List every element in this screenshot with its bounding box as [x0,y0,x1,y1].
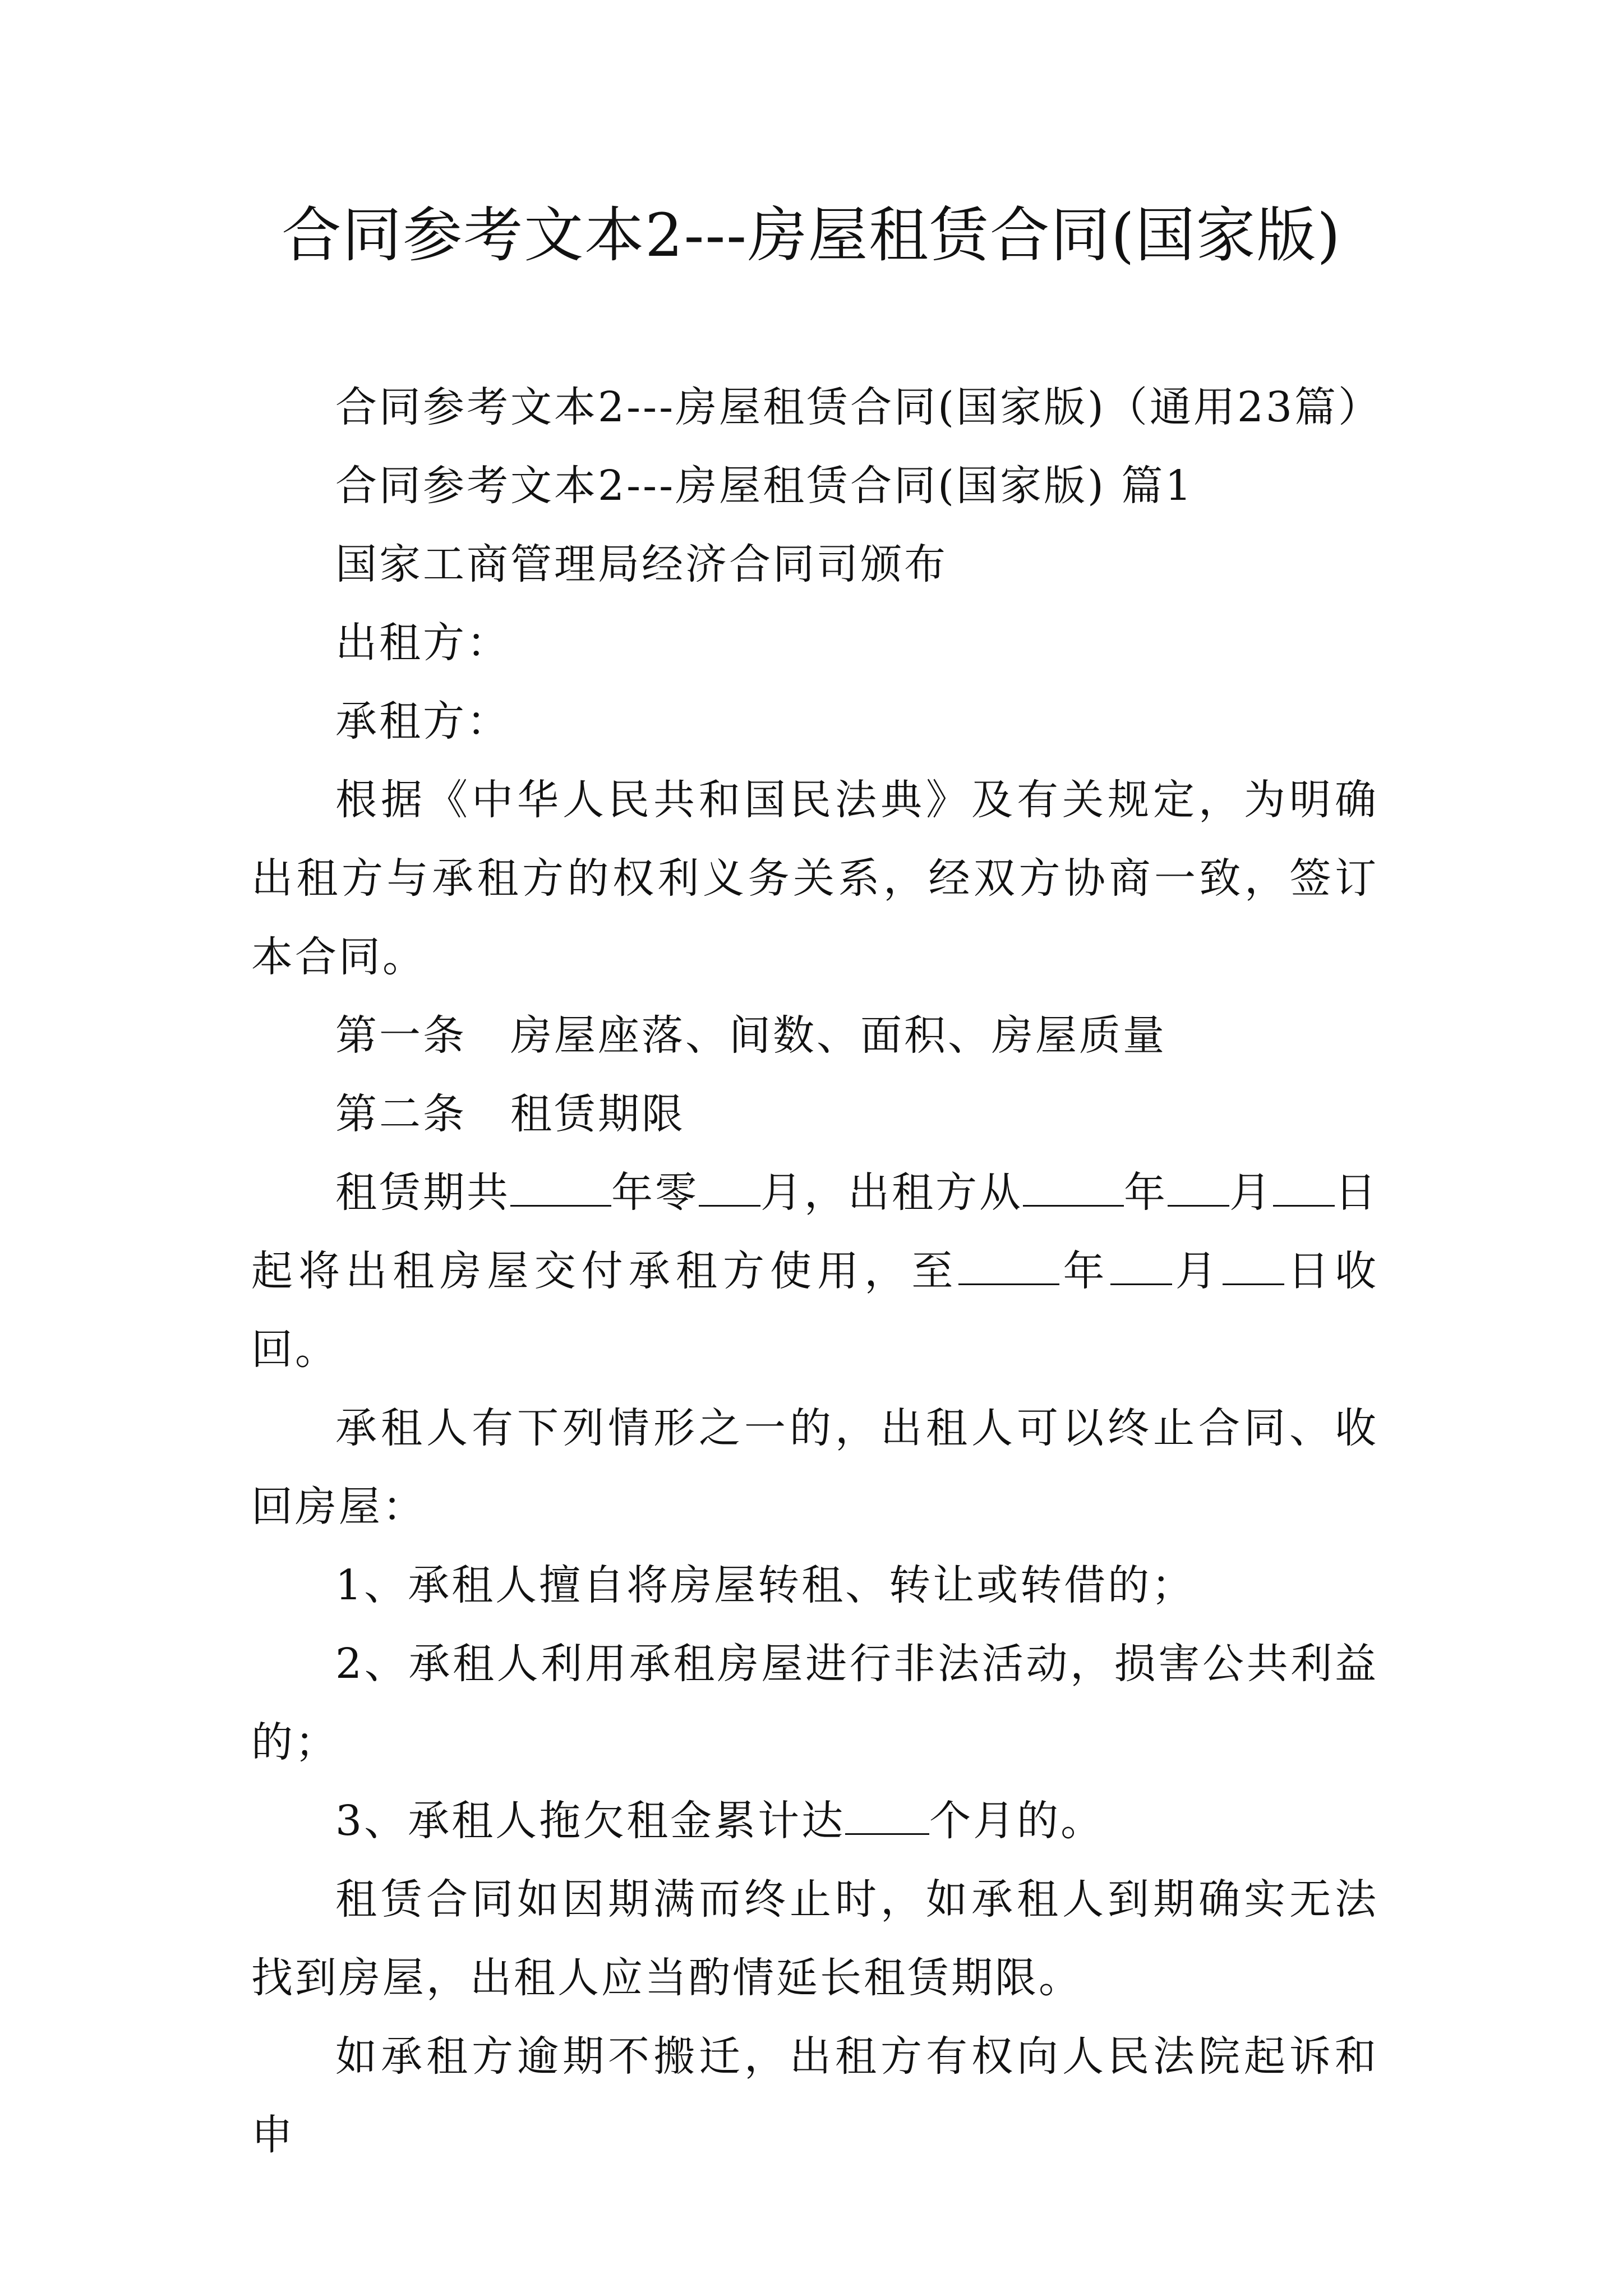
lease-term-text: 日起将出租房屋交付承租方使用，至 [251,1168,1378,1295]
blank-line [1023,1168,1124,1207]
paragraph-lease-term [251,1153,1378,1389]
paragraph-item-3 [251,1782,1378,1860]
paragraph-item-2: 2、承租人利用承租房屋进行非法活动，损害公共利益的； [251,1640,1378,1766]
paragraph-article-2: 第二条 租赁期限 [335,1090,685,1138]
lease-term-text: 年零 [611,1168,699,1217]
blank-line [1168,1168,1229,1207]
lease-term-text: 月，出租方从 [760,1168,1023,1217]
lease-term-text: 年 [1059,1247,1110,1295]
paragraph-lessee: 承租方： [335,697,510,746]
blank-line [845,1796,929,1835]
paragraph-article-1: 第一条 房屋座落、间数、面积、房屋质量 [335,1011,1166,1060]
blank-line [958,1246,1059,1285]
paragraph-preamble: 根据《中华人民共和国民法典》及有关规定，为明确出租方与承租方的权利义务关系，经双方协商一致，签订本合同。 [251,776,1378,981]
document-title: 合同参考文本2---房屋租赁合同(国家版) [282,201,1341,270]
lease-term-text: 年 [1124,1168,1168,1217]
paragraph-chapter-heading: 合同参考文本2---房屋租赁合同(国家版) 篇1 [335,462,1194,510]
lease-term-text: 日收回。 [251,1247,1379,1374]
blank-line [1110,1246,1172,1285]
paragraph-extension: 租赁合同如因期满而终止时，如承租人到期确实无法找到房屋，出租人应当酌情延长租赁期限。 [251,1875,1378,2002]
blank-line [1223,1246,1284,1285]
paragraph-collection-title: 合同参考文本2---房屋租赁合同(国家版)（通用23篇） [335,383,1382,431]
blank-line [510,1168,611,1207]
document-body [251,368,1382,2174]
lease-term-text: 月 [1229,1168,1273,1217]
paragraph-overdue: 如承租方逾期不搬迁，出租方有权向人民法院起诉和申 [251,2032,1378,2159]
blank-line [1273,1168,1335,1207]
paragraph-issuer: 国家工商管理局经济合同司颁布 [335,540,948,588]
blank-line [699,1168,760,1207]
paragraph-item-1: 1、承租人擅自将房屋转租、转让或转借的； [335,1561,1196,1609]
item-3-text: 3、承租人拖欠租金累计达 [335,1797,846,1845]
item-3-text: 个月的。 [929,1797,1105,1845]
paragraph-lessor: 出租方： [335,619,510,667]
paragraph-termination-conditions: 承租人有下列情形之一的，出租人可以终止合同、收回房屋： [251,1404,1378,1531]
lease-term-text: 租赁期共 [335,1168,510,1217]
lease-term-text: 月 [1172,1247,1223,1295]
